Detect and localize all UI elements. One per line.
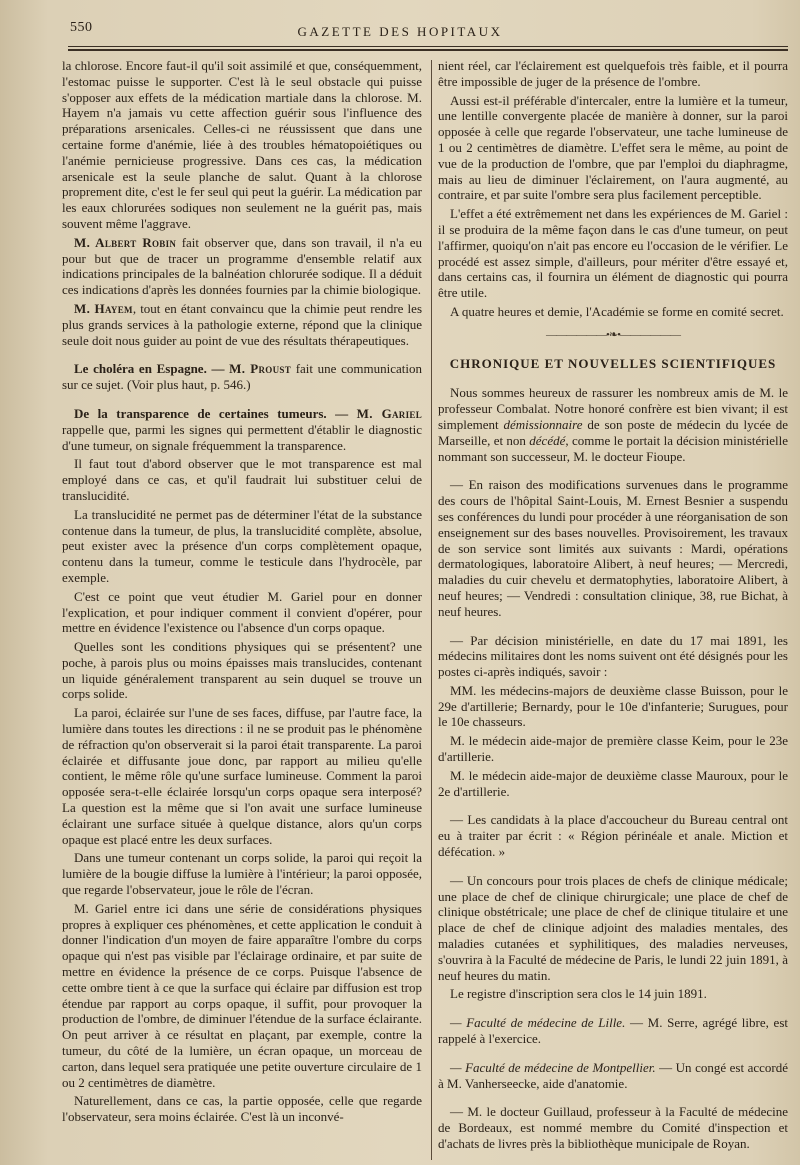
news-emphasis: décédé xyxy=(529,432,566,448)
news-item xyxy=(438,385,788,464)
news-text: Nous sommes heureux de rassurer les nombreux amis de M. le professeur Combalat. Notre honoré confrère est bien vivant; il est simplement xyxy=(438,385,788,432)
paragraph: la chlorose. Encore faut-il qu'il soit assimilé et que, conséquemment, l'estomac puisse le supporter. C'est là le seul obstacle qui puisse s'opposer aux effets de la médication martiale dans la chlorose. M. Hayem n'a jamais vu cette affection guérir sous l'influence des préparations arsenicales. Celles-ci ne réussissent que dans une certaine forme d'anémie, liée à des troubles hématopoiétiques ou l'anémie pernicieuse progressive. Dans ces cas, la médication arsenicale est la seule planche de salut. Quant à la chlorose proprement dite, c'est le fer seul qui peut la guérir. La médication par les eaux chlorurées sodiques non seulement ne la guérit pas, mais souvent même l'aggrave. xyxy=(62,58,422,231)
news-item: M. le médecin aide-major de deuxième classe Mauroux, pour le 2e d'artillerie. xyxy=(438,767,788,799)
page-number: 550 xyxy=(70,20,93,35)
running-title: GAZETTE DES HOPITAUX xyxy=(297,24,503,39)
article-heading: De la transparence de certaines tumeurs. — xyxy=(74,405,357,421)
paragraph: Quelles sont les conditions physiques qui se présentent? une poche, à parois plus ou moins épaisses mais translucides, contenant un liquide généralement transparent au sein duquel se trouve un corps solide. xyxy=(62,639,422,702)
news-emphasis: démissionnaire xyxy=(503,416,583,432)
speaker-name: M. Hayem xyxy=(74,300,133,316)
paragraph: M. Gariel entre ici dans une série de considérations physiques propres à expliquer ces phénomènes, et cette application le conduit à donner l'indication d'un moyen de faire apparaître l'ombre du corps opaque qui n'est pas visible par l'éclairage ordinaire, et par suite de mettre en évidence la présence de ce corps. Puisque l'absence de cette ombre tient à ce que la surface qui éclaire par diffusion est trop étendue par rapport au corps opaque, il suffit, pour provoquer la production de l'ombre, de diminuer l'étendue de la surface éclairante. On peut arriver à ce résultat en plaçant, par exemple, contre la tumeur, du côté de la lumière, un écran opaque, un morceau de carton, dans lequel sera pratiquée une petite ouverture circulaire de 1 ou 2 centimètres de diamètre. xyxy=(62,900,422,1090)
news-item: Le registre d'inscription sera clos le 14 juin 1891. xyxy=(450,986,707,1002)
paragraph xyxy=(62,301,422,348)
header-rule-double xyxy=(68,49,788,51)
paragraph xyxy=(62,235,422,298)
paragraph: A quatre heures et demie, l'Académie se forme en comité secret. xyxy=(450,303,784,319)
paragraph: nient réel, car l'éclairement est quelquefois très faible, et il pourra être impossible de juger de la présence de l'ombre. xyxy=(438,58,788,89)
section-title: CHRONIQUE ET NOUVELLES SCIENTIFIQUES xyxy=(449,355,777,371)
speaker-name: M. Gariel xyxy=(356,405,422,421)
article-heading: Le choléra en Espagne. — xyxy=(74,361,230,377)
news-item xyxy=(438,1060,788,1092)
paragraph: Il faut tout d'abord observer que le mot transparence est mal employé dans ce cas, et qu'il faudrait lui substituer celui de translucidité. xyxy=(62,456,422,503)
speaker-name: M. Albert Robin xyxy=(74,234,177,250)
paragraph: Aussi est-il préférable d'intercaler, entre la lumière et la tumeur, une lentille convergente placée de manière à donner, sur la paroi opposée à celle que regarde l'observateur, une tache lumineuse de 1 ou 2 centimètres de diamètre. L'effet sera le même, au point de vue de la production de l'ombre, que par l'emploi du diaphragme, mais au lieu de diminuer l'éclairement, on l'aura augmenté, au contraire, et par suite l'ombre sera plus facilement perceptible. xyxy=(438,92,788,203)
paragraph xyxy=(62,361,422,393)
news-item: M. le médecin aide-major de première classe Keim, pour le 23e d'artillerie. xyxy=(438,733,788,765)
paragraph-text: fait observer que, dans son travail, il n'a eu pour but que de tracer un programme d'ensemble relatif aux indications principales de la balnéation chlorurée sodique. Il a déduit ces indications d'après les données fournies par la chimie biologique. xyxy=(62,234,422,298)
news-item: — En raison des modifications survenues dans le programme des cours de l'hôpital Saint-Louis, M. Ernest Besnier a suspendu ses conférences du lundi pour procéder à une réorganisation de son enseignement sur des bases nouvelles. Provisoirement, les travaux de son service sont limités aux suivants : Mardi, opérations dermatologiques, laboratoire Alibert, à neuf heures; — Mercredi, maladies du cuir chevelu et dermatophyties, laboratoire Alibert, à neuf heures; — Vendredi : consultation clinique, 38, rue Bichat, à neuf heures. xyxy=(438,477,788,619)
news-item: — Par décision ministérielle, en date du 17 mai 1891, les médecins militaires dont les noms suivent ont été désignés pour les postes ci-après indiqués, savoir : xyxy=(438,632,788,680)
news-item: — Les candidats à la place d'accoucheur du Bureau central ont eu à traiter par écrit : « Région périnéale et anale. Miction et défécation. » xyxy=(438,812,788,860)
faculty-name: — Faculté de médecine de Montpellier. xyxy=(450,1059,656,1075)
paragraph xyxy=(62,406,422,453)
paragraph: La translucidité ne permet pas de déterminer l'état de la substance contenue dans la tumeur, de plus, la translucidité complète, absolue, peut exister avec la présence d'un corps complètement opaque, contenu dans la tumeur, comme le testicule dans l'hydrocèle, par exemple. xyxy=(62,506,422,585)
section-ornament: ——————•❧•—————— xyxy=(546,328,680,341)
news-text: , comme le portait la décision ministérielle nommant son successeur, M. le docteur Fioupe. xyxy=(438,432,788,464)
right-column xyxy=(438,58,788,1155)
paragraph-text: , tout en étant convaincu que la chimie peut rendre les plus grands services à la pathologie externe, répond que la clinique seule doit nous guider au point de vue des résultats thérapeutiques. xyxy=(62,300,422,348)
paragraph: Dans une tumeur contenant un corps solide, la paroi qui reçoit la lumière de la bougie diffuse la lumière à l'intérieur; la paroi opposée, que regarde l'observateur, joue le rôle de l'écran. xyxy=(62,850,422,898)
news-text: — M. Serre, agrégé libre, est rappelé à l'exercice. xyxy=(438,1015,788,1047)
news-item: — M. le docteur Guillaud, professeur à la Faculté de médecine de Bordeaux, est nommé membre du Comité d'inspection et d'achats de livres près la bibliothèque municipale de Royan. xyxy=(438,1104,788,1152)
paragraph: La paroi, éclairée sur l'une de ses faces, diffuse, par l'autre face, la lumière dans toutes les directions : il ne se produit pas le phénomène de réfraction qu'on observerait si la paroi était transparente. La paroi éclairée et diffusante joue donc, par rapport au milieu qu'elle contient, le même rôle qu'une surface lumineuse. Comment la paroi opposée sera-t-elle éclairée lorsqu'un corps opaque sera interposé? La question est la même que si l'on avait une surface lumineuse éclairant une surface située à quelque distance, alors qu'un corps opaque est placé entre les deux surfaces. xyxy=(62,705,422,847)
speaker-name: M. Proust xyxy=(229,361,292,377)
news-item: MM. les médecins-majors de deuxième classe Buisson, pour le 29e d'artillerie; Bernardy, pour le 10e d'infanterie; Surugues, pour le 10e chasseurs. xyxy=(438,682,788,730)
paragraph: Naturellement, dans ce cas, la partie opposée, celle que regarde l'observateur, sera moins éclairée. C'est là un inconvé- xyxy=(62,1093,422,1125)
paragraph: C'est ce point que veut étudier M. Gariel pour en donner l'explication, et pour indiquer comment il convient d'opérer, pour mettre en évidence l'existence ou l'absence d'un corps opaque. xyxy=(62,588,422,636)
faculty-name: — Faculté de médecine de Lille. xyxy=(450,1015,626,1031)
paragraph-text: rappelle que, parmi les signes qui permettent d'établir le diagnostic d'une tumeur, on signale fréquemment la transparence. xyxy=(62,421,422,453)
header-rule xyxy=(68,46,788,47)
news-item xyxy=(438,1015,788,1047)
paragraph-text: fait une communication sur ce sujet. (Voir plus haut, p. 546.) xyxy=(62,361,422,393)
news-text: — Un congé est accordé à M. Vanherseecke, aide d'anatomie. xyxy=(438,1059,788,1091)
column-divider xyxy=(431,60,432,1160)
page-header xyxy=(0,0,800,52)
paragraph: L'effet a été extrêmement net dans les expériences de M. Gariel : il se produira de la même façon dans le cas d'une tumeur, on peut l'affirmer, quoiqu'on n'ait pas encore eu l'occasion de le vérifier. Le procédé est assez simple, d'ailleurs, pour mériter d'être essayé et, dans certains cas, il fournira un élément de diagnostic qui pourra être utile. xyxy=(438,206,788,301)
news-text: de son poste de médecin du lycée de Marseille, et non xyxy=(438,416,788,448)
news-item: — Un concours pour trois places de chefs de clinique médicale; une place de chef de clinique chirurgicale; une place de chef de clinique obstétricale; une place de chef de clinique titulaire et une place de chef de clinique adjoint des maladies mentales, des maladies cutanées et syphilitiques, des maladies nerveuses, s'ouvrira à la Faculté de médecine de Paris, le lundi 22 juin 1891, à neuf heures du matin. xyxy=(438,872,788,983)
left-column xyxy=(62,58,422,1128)
